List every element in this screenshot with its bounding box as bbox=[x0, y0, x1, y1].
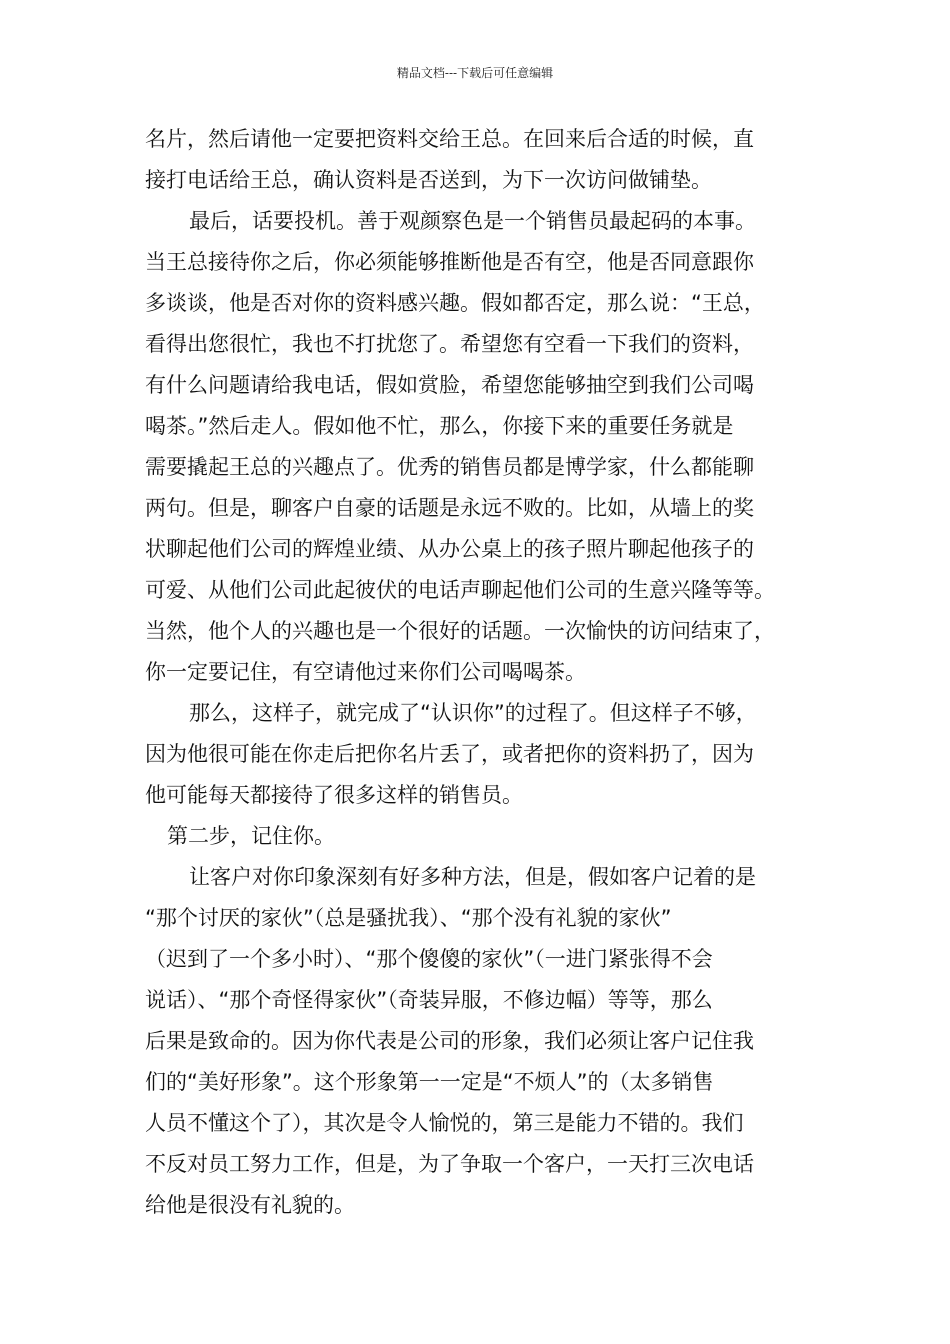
paragraph-start-line: 那么，这样子，就完成了“认识你”的过程了。但这样子不够， bbox=[189, 701, 757, 725]
text-line: 喝茶。”然后走人。假如他不忙，那么，你接下来的重要任务就是 bbox=[145, 414, 734, 438]
text-line: 说话）、“那个奇怪得家伙”（奇装异服，不修边幅）等等，那么 bbox=[145, 988, 713, 1012]
text-line: 后果是致命的。因为你代表是公司的形象，我们必须让客户记住我 bbox=[145, 1029, 754, 1053]
text-line: 两句。但是，聊客户自豪的话题是永远不败的。比如，从墙上的奖 bbox=[145, 496, 754, 520]
text-line: “那个讨厌的家伙”（总是骚扰我）、“那个没有礼貌的家伙” bbox=[145, 906, 672, 930]
text-line: 给他是很没有礼貌的。 bbox=[145, 1193, 355, 1217]
text-line: 不反对员工努力工作，但是，为了争取一个客户，一天打三次电话 bbox=[145, 1152, 754, 1176]
text-line: 有什么问题请给我电话，假如赏脸，希望您能够抽空到我们公司喝 bbox=[145, 373, 754, 397]
text-line: 当王总接待你之后，你必须能够推断他是否有空，他是否同意跟你 bbox=[145, 250, 754, 274]
text-line: 人员不懂这个了），其次是令人愉悦的，第三是能力不错的。我们 bbox=[145, 1111, 744, 1135]
text-line: 接打电话给王总，确认资料是否送到，为下一次访问做铺垫。 bbox=[145, 168, 712, 192]
text-line: （迟到了一个多小时）、“那个傻傻的家伙”（一进门紧张得不会 bbox=[145, 947, 713, 971]
text-line: 需要撬起王总的兴趣点了。优秀的销售员都是博学家，什么都能聊 bbox=[145, 455, 754, 479]
text-line: 因为他很可能在你走后把你名片丢了，或者把你的资料扔了，因为 bbox=[145, 742, 754, 766]
page-header: 精品文档---下载后可任意编辑 bbox=[396, 66, 554, 80]
text-line: 状聊起他们公司的辉煌业绩、从办公桌上的孩子照片聊起他孩子的 bbox=[145, 537, 754, 561]
section-heading: 第二步，记住你。 bbox=[167, 824, 335, 848]
text-line: 你一定要记住，有空请他过来你们公司喝喝茶。 bbox=[145, 660, 586, 684]
text-line: 多谈谈，他是否对你的资料感兴趣。假如都否定，那么说：“王总， bbox=[145, 291, 765, 315]
paragraph-start-line: 最后，话要投机。善于观颜察色是一个销售员最起码的本事。 bbox=[189, 209, 756, 233]
document-body bbox=[145, 119, 825, 1226]
paragraph-start-line: 让客户对你印象深刻有好多种方法，但是，假如客户记着的是 bbox=[189, 865, 756, 889]
text-line: 当然，他个人的兴趣也是一个很好的话题。一次愉快的访问结束了， bbox=[145, 619, 775, 643]
text-line: 们的“美好形象”。这个形象第一一定是“不烦人”的（太多销售 bbox=[145, 1070, 714, 1094]
text-line: 名片，然后请他一定要把资料交给王总。在回来后合适的时候，直 bbox=[145, 127, 754, 151]
text-line: 他可能每天都接待了很多这样的销售员。 bbox=[145, 783, 523, 807]
text-line: 可爱、从他们公司此起彼伏的电话声聊起他们公司的生意兴隆等等。 bbox=[145, 578, 775, 602]
text-line: 看得出您很忙，我也不打扰您了。希望您有空看一下我们的资料， bbox=[145, 332, 754, 356]
